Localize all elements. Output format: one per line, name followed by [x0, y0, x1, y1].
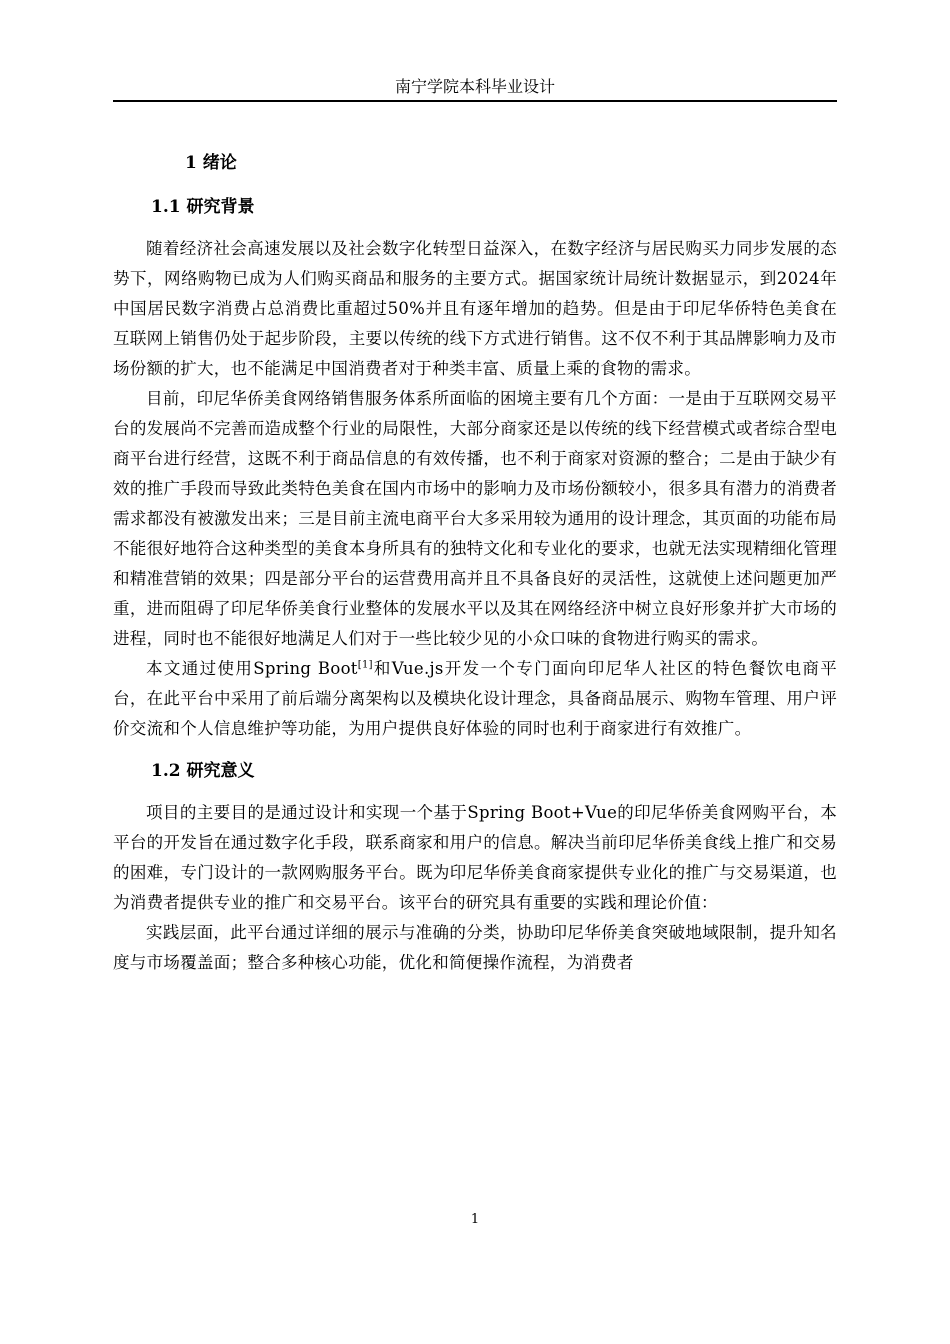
page-content — [113, 150, 837, 978]
paragraph-text: 本文通过使用Spring Boot — [146, 659, 358, 678]
section-heading-significance: 1.2 研究意义 — [151, 761, 255, 781]
section-heading-background: 1.1 研究背景 — [151, 197, 255, 217]
section-gap — [113, 744, 837, 758]
chapter-heading: 1 绪论 — [185, 153, 237, 173]
paragraph: 项目的主要目的是通过设计和实现一个基于Spring Boot+Vue的印尼华侨美食网购平台，本平台的开发旨在通过数字化手段，联系商家和用户的信息。解决当前印尼华侨美食线上推广和交易的困难，专门设计的一款网购服务平台。既为印尼华侨美食商家提供专业化的推广与交易渠道，也为消费者提供专业的推广和交易平台。该平台的研究具有重要的实践和理论价值： — [113, 803, 837, 912]
paragraph: 实践层面，此平台通过详细的展示与准确的分类，协助印尼华侨美食突破地域限制，提升知名度与市场覆盖面；整合多种核心功能，优化和简便操作流程，为消费者 — [113, 923, 837, 972]
paragraph-with-citation — [113, 654, 837, 744]
citation-marker: [1] — [357, 659, 373, 671]
page-number: 1 — [470, 1212, 480, 1227]
document-page — [113, 0, 837, 1344]
paragraph: 目前，印尼华侨美食网络销售服务体系所面临的困境主要有几个方面：一是由于互联网交易平台的发展尚不完善而造成整个行业的局限性，大部分商家还是以传统的线下经营模式或者综合型电商平台进行经营，这既不利于商品信息的有效传播，也不利于商家对资源的整合；二是由于缺少有效的推广手段而导致此类特色美食在国内市场中的影响力及市场份额较小，很多具有潜力的消费者需求都没有被激发出来；三是目前主流电商平台大多采用较为通用的设计理念，其页面的功能布局不能很好地符合这种类型的美食本身所具有的独特文化和专业化的要求，也就无法实现精细化管理和精准营销的效果；四是部分平台的运营费用高并且不具备良好的灵活性，这就使上述问题更加严重，进而阻碍了印尼华侨美食行业整体的发展水平以及其在网络经济中树立良好形象并扩大市场的进程，同时也不能很好地满足人们对于一些比较少见的小众口味的食物进行购买的需求。 — [113, 389, 837, 648]
header-rule — [113, 100, 837, 102]
paragraph-text: 和Vue.js开发一个专门面向印尼华人社区的特色餐饮电商平台，在此平台中采用了前后端分离架构以及模块化设计理念，具备商品展示、购物车管理、用户评价交流和个人信息维护等功能，为用户提供良好体验的同时也利于商家进行有效推广。 — [113, 659, 838, 738]
paragraph: 随着经济社会高速发展以及社会数字化转型日益深入，在数字经济与居民购买力同步发展的态势下，网络购物已成为人们购买商品和服务的主要方式。据国家统计局统计数据显示，到2024年中国居民数字消费占总消费比重超过50%并且有逐年增加的趋势。但是由于印尼华侨特色美食在互联网上销售仍处于起步阶段，主要以传统的线下方式进行销售。这不仅不利于其品牌影响力及市场份额的扩大，也不能满足中国消费者对于种类丰富、质量上乘的食物的需求。 — [113, 239, 837, 378]
running-header: 南宁学院本科毕业设计 — [394, 77, 555, 96]
